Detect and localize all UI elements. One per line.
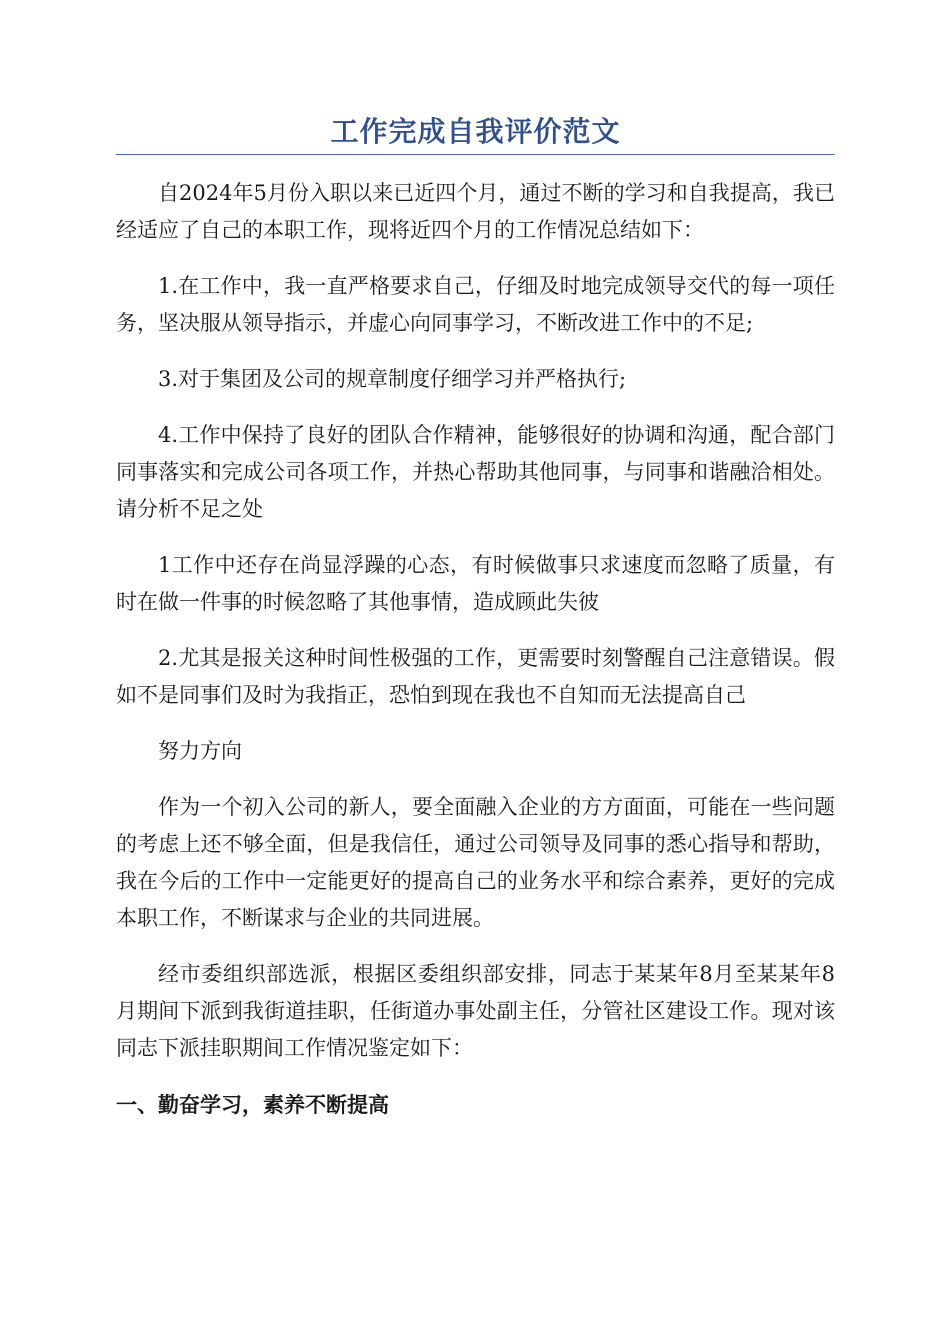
paragraph-direction-label: 努力方向: [158, 739, 242, 763]
title-underline: [116, 154, 835, 155]
document-page: [116, 112, 835, 1123]
paragraph-item-3: 3.对于集团及公司的规章制度仔细学习并严格执行;: [158, 367, 627, 391]
paragraph-item-1: 1.在工作中，我一直严格要求自己，仔细及时地完成领导交代的每一项任务，坚决服从领导指示，并虚心向同事学习，不断改进工作中的不足;: [116, 274, 835, 335]
paragraph-shortcoming-1: 1工作中还存在尚显浮躁的心态，有时候做事只求速度而忽略了质量，有时在做一件事的时候忽略了其他事情，造成顾此失彼: [116, 553, 835, 614]
document-title: 工作完成自我评价范文: [330, 115, 621, 148]
paragraph-direction: 作为一个初入公司的新人，要全面融入企业的方方面面，可能在一些问题的考虑上还不够全面，但是我信任，通过公司领导及同事的悉心指导和帮助，我在今后的工作中一定能更好的提高自己的业务水平和综合素养，更好的完成本职工作，不断谋求与企业的共同进展。: [116, 795, 835, 930]
paragraph-item-4: 4.工作中保持了良好的团队合作精神，能够很好的协调和沟通，配合部门同事落实和完成公司各项工作，并热心帮助其他同事，与同事和谐融洽相处。请分析不足之处: [116, 423, 835, 521]
paragraph-appraisal: 经市委组织部选派，根据区委组织部安排，同志于某某年8月至某某年8月期间下派到我街道挂职，任街道办事处副主任，分管社区建设工作。现对该同志下派挂职期间工作情况鉴定如下：: [116, 962, 835, 1060]
section-heading: 一、勤奋学习，素养不断提高: [116, 1092, 389, 1117]
paragraph-shortcoming-2: 2.尤其是报关这种时间性极强的工作，更需要时刻警醒自己注意错误。假如不是同事们及时为我指正，恐怕到现在我也不自知而无法提高自己: [116, 646, 835, 707]
paragraph-intro: 自2024年5月份入职以来已近四个月，通过不断的学习和自我提高，我已经适应了自己的本职工作，现将近四个月的工作情况总结如下：: [116, 181, 835, 242]
